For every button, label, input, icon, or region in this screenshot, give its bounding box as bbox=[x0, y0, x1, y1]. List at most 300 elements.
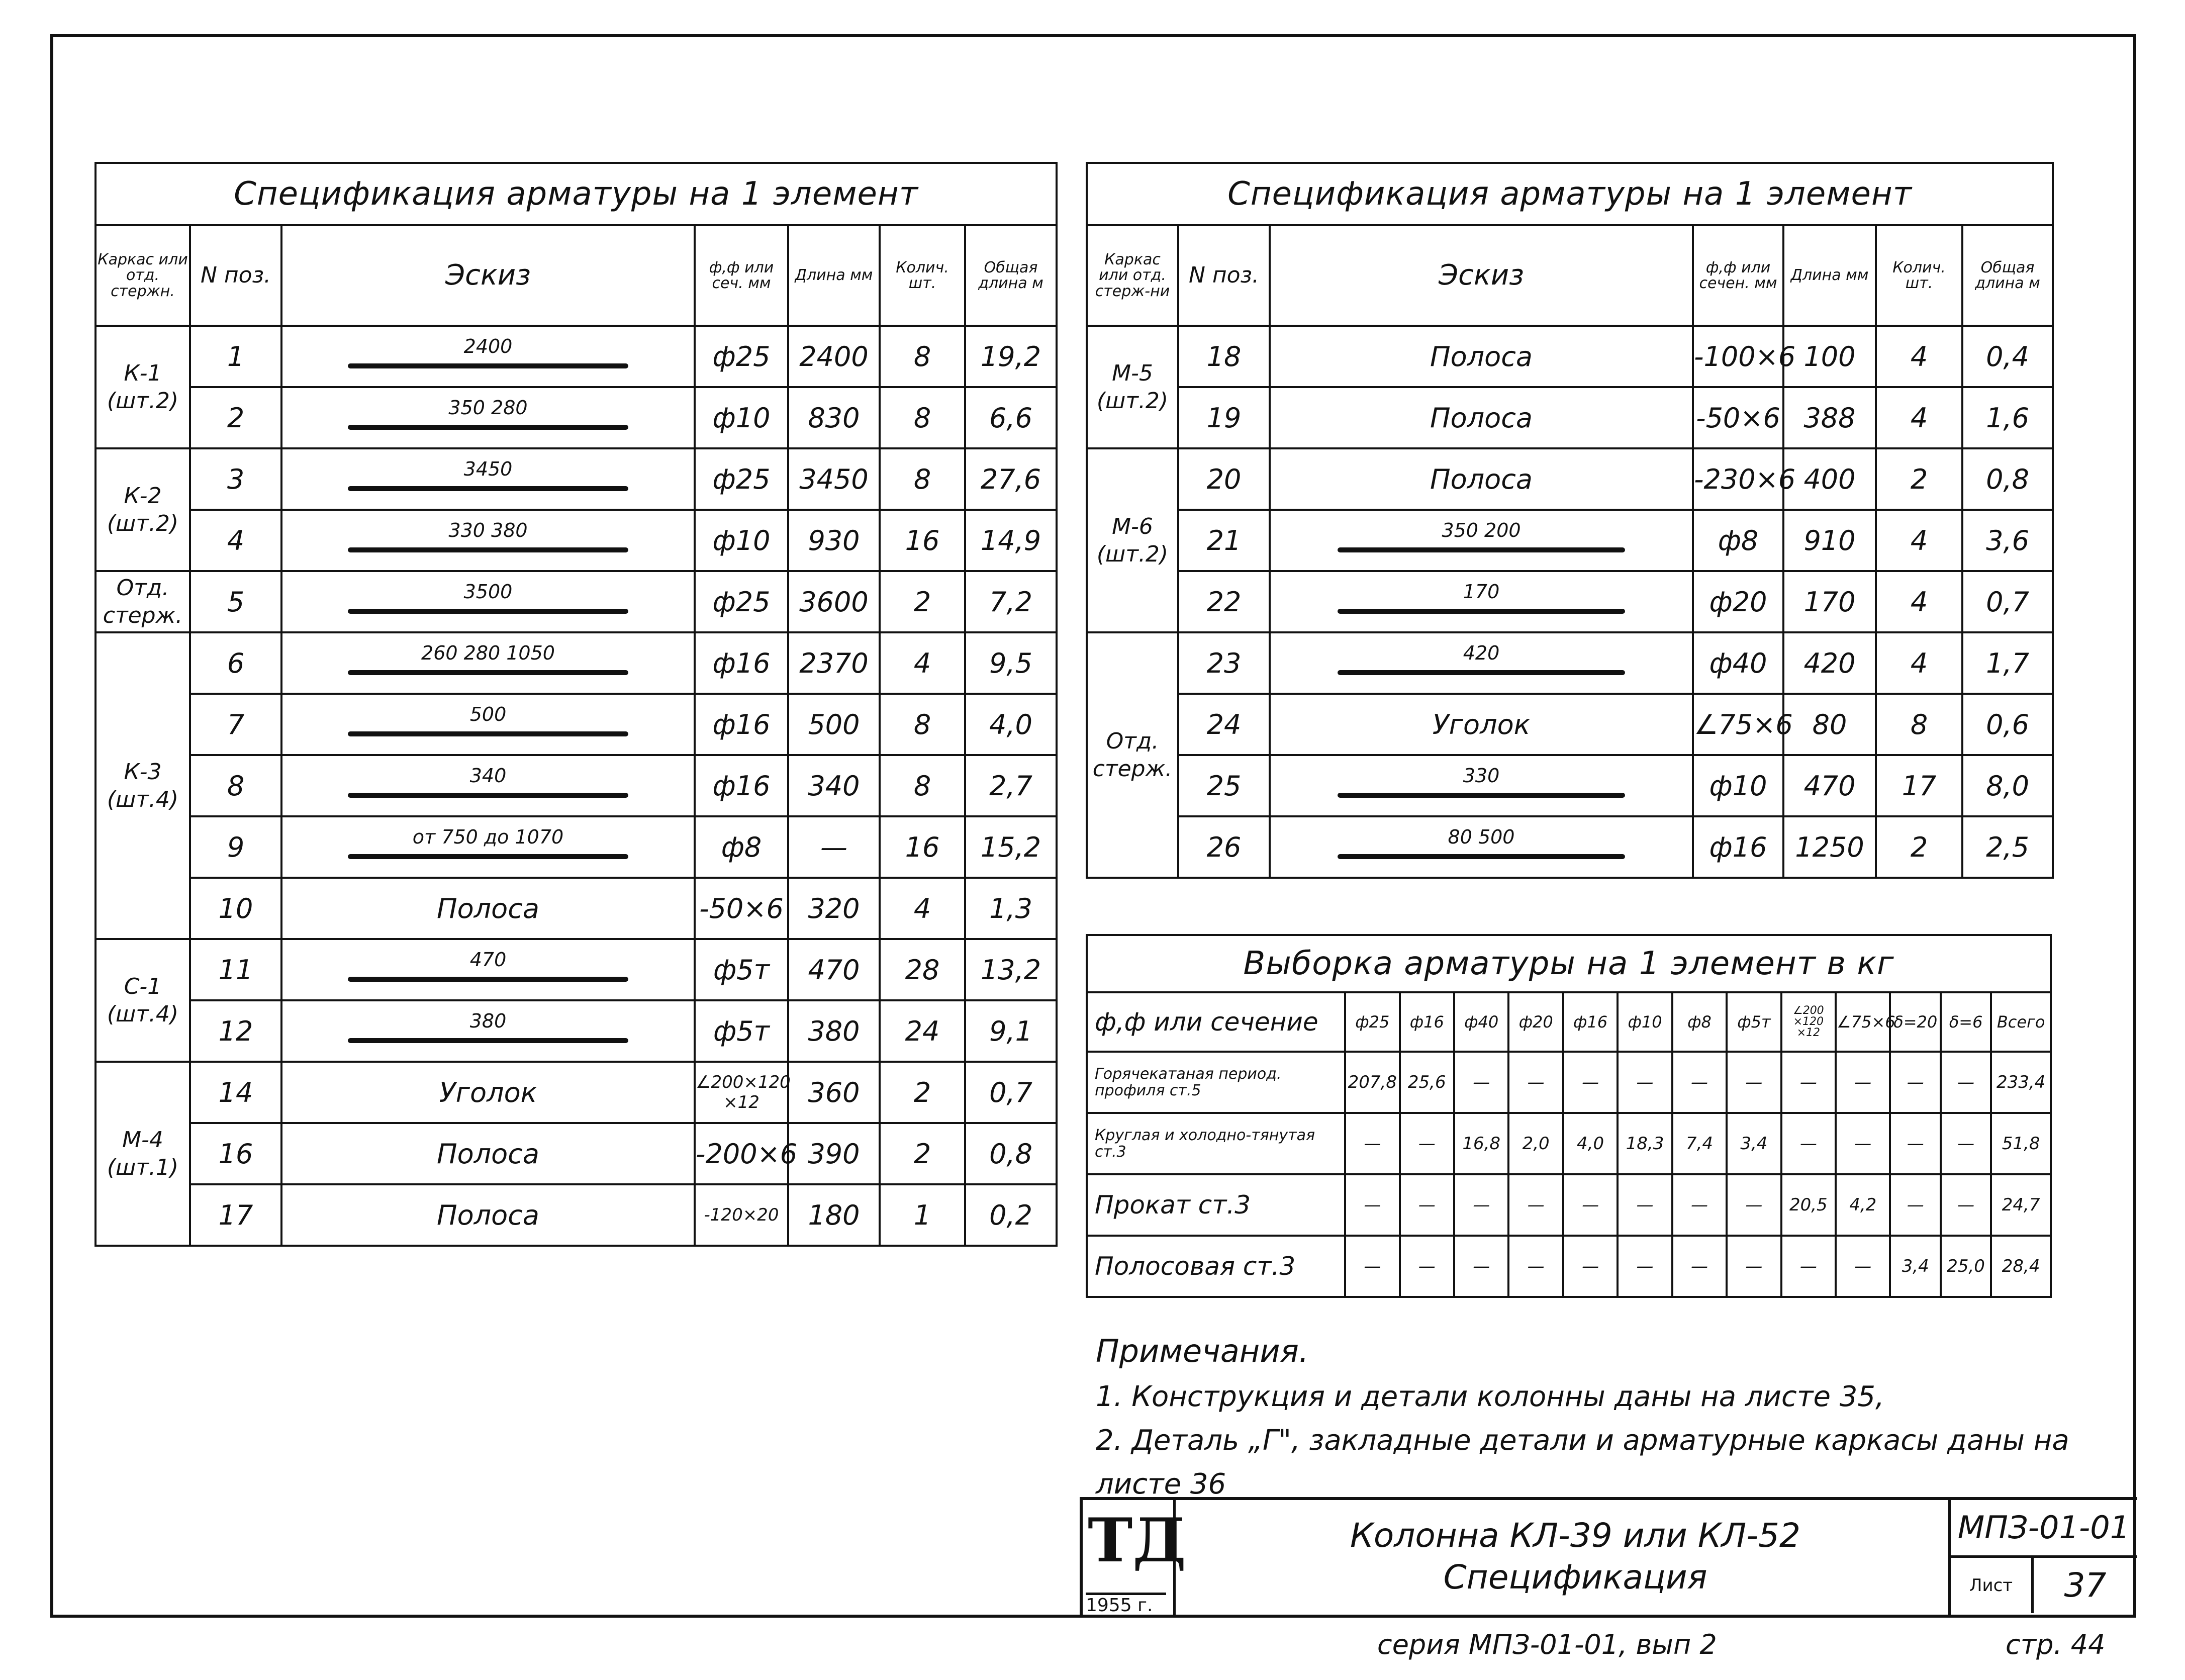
selection-cell: — bbox=[1345, 1174, 1399, 1236]
length-cell: 380 bbox=[788, 1000, 880, 1062]
sketch-cell: Полоса bbox=[1270, 387, 1693, 448]
position-cell: 18 bbox=[1178, 326, 1270, 387]
rebar-sketch bbox=[288, 581, 689, 623]
selection-cell: — bbox=[1836, 1236, 1890, 1297]
drawing-title-line2: Спецификация bbox=[1443, 1557, 1707, 1597]
publisher-logo: ТД bbox=[1088, 1505, 1186, 1576]
sketch-cell bbox=[1270, 571, 1693, 632]
sketch-cell bbox=[281, 571, 695, 632]
table-row bbox=[1087, 510, 2053, 571]
selection-cell: 24,7 bbox=[1991, 1174, 2051, 1236]
total-length-cell: 27,6 bbox=[965, 448, 1057, 510]
length-cell: 2400 bbox=[788, 326, 880, 387]
selection-cell: — bbox=[1400, 1236, 1454, 1297]
selection-cell: 2,0 bbox=[1508, 1113, 1563, 1174]
selection-column-header: δ=20 bbox=[1890, 992, 1940, 1052]
selection-cell: — bbox=[1890, 1052, 1940, 1113]
total-length-cell: 0,7 bbox=[1962, 571, 2053, 632]
position-cell: 2 bbox=[190, 387, 281, 448]
quantity-cell: 8 bbox=[880, 387, 965, 448]
selection-column-header: ф20 bbox=[1508, 992, 1563, 1052]
rebar-line bbox=[1338, 793, 1626, 798]
selection-cell: — bbox=[1400, 1113, 1454, 1174]
length-cell: 320 bbox=[788, 878, 880, 939]
quantity-cell: 8 bbox=[880, 448, 965, 510]
sketch-cell bbox=[281, 387, 695, 448]
rebar-dimension: от 750 до 1070 bbox=[412, 826, 564, 848]
selection-cell: 4,0 bbox=[1563, 1113, 1618, 1174]
drawing-title bbox=[1183, 1515, 1967, 1598]
table-row bbox=[1087, 448, 2053, 510]
series-footer: серия МПЗ-01-01, вып 2 bbox=[1377, 1629, 1717, 1660]
selection-table bbox=[1086, 934, 2052, 1298]
rebar-line bbox=[348, 854, 629, 859]
rebar-dimension: 380 bbox=[469, 1010, 507, 1032]
group-label: М-4 (шт.1) bbox=[96, 1062, 190, 1246]
quantity-cell: 4 bbox=[1876, 510, 1962, 571]
quantity-cell: 2 bbox=[1876, 816, 1962, 878]
total-length-cell: 0,8 bbox=[1962, 448, 2053, 510]
sketch-cell bbox=[1270, 632, 1693, 694]
quantity-cell: 2 bbox=[1876, 448, 1962, 510]
position-cell: 7 bbox=[190, 694, 281, 755]
rebar-sketch bbox=[288, 519, 689, 562]
group-label: С-1 (шт.4) bbox=[96, 939, 190, 1062]
header-cell: ф,ф или сечен. мм bbox=[1693, 225, 1783, 326]
selection-cell: 20,5 bbox=[1781, 1174, 1836, 1236]
length-cell: 170 bbox=[1783, 571, 1876, 632]
selection-column-header: ф8 bbox=[1672, 992, 1727, 1052]
length-cell: 910 bbox=[1783, 510, 1876, 571]
length-cell: 180 bbox=[788, 1184, 880, 1246]
selection-cell: — bbox=[1454, 1236, 1508, 1297]
selection-cell: — bbox=[1345, 1236, 1399, 1297]
publisher-year: 1955 г. bbox=[1086, 1593, 1166, 1616]
position-cell: 1 bbox=[190, 326, 281, 387]
sketch-cell bbox=[281, 694, 695, 755]
table-row bbox=[1087, 326, 2053, 387]
table-row bbox=[1087, 755, 2053, 816]
position-cell: 24 bbox=[1178, 694, 1270, 755]
section-cell: -120×20 bbox=[695, 1184, 788, 1246]
position-cell: 9 bbox=[190, 816, 281, 878]
group-label: Отд. стерж. bbox=[96, 571, 190, 632]
section-cell: ф8 bbox=[1693, 510, 1783, 571]
length-cell: 400 bbox=[1783, 448, 1876, 510]
group-label: М-5 (шт.2) bbox=[1087, 326, 1178, 448]
selection-cell: — bbox=[1618, 1236, 1672, 1297]
selection-cell: — bbox=[1941, 1174, 1991, 1236]
sketch-cell: Полоса bbox=[1270, 326, 1693, 387]
table-row bbox=[96, 1000, 1057, 1062]
total-length-cell: 7,2 bbox=[965, 571, 1057, 632]
total-length-cell: 0,7 bbox=[965, 1062, 1057, 1123]
selection-cell: 207,8 bbox=[1345, 1052, 1399, 1113]
rebar-dimension: 420 bbox=[1463, 642, 1500, 664]
selection-column-header: ∠200 ×120 ×12 bbox=[1781, 992, 1836, 1052]
selection-column-header: ф10 bbox=[1618, 992, 1672, 1052]
selection-head-label: ф,ф или сечение bbox=[1087, 992, 1345, 1052]
title-block bbox=[1080, 1497, 2137, 1618]
selection-column-header: ф16 bbox=[1400, 992, 1454, 1052]
position-cell: 8 bbox=[190, 755, 281, 816]
table-row bbox=[96, 326, 1057, 387]
quantity-cell: 24 bbox=[880, 1000, 965, 1062]
header-cell: Каркас или отд. стержн. bbox=[96, 225, 190, 326]
section-cell: -200×6 bbox=[695, 1123, 788, 1184]
length-cell: 2370 bbox=[788, 632, 880, 694]
position-cell: 11 bbox=[190, 939, 281, 1000]
selection-cell: 233,4 bbox=[1991, 1052, 2051, 1113]
rebar-line bbox=[348, 425, 629, 430]
section-cell: ф10 bbox=[695, 510, 788, 571]
left-table-caption: Спецификация арматуры на 1 элемент bbox=[96, 163, 1057, 225]
total-length-cell: 3,6 bbox=[1962, 510, 2053, 571]
position-cell: 17 bbox=[190, 1184, 281, 1246]
length-cell: 420 bbox=[1783, 632, 1876, 694]
sheet-number: 37 bbox=[2064, 1566, 2107, 1605]
total-length-cell: 9,1 bbox=[965, 1000, 1057, 1062]
quantity-cell: 8 bbox=[880, 755, 965, 816]
rebar-line bbox=[1338, 547, 1626, 552]
rebar-line bbox=[348, 363, 629, 368]
rebar-sketch bbox=[1276, 826, 1687, 868]
selection-cell: — bbox=[1836, 1113, 1890, 1174]
selection-column-header: ∠75×6 bbox=[1836, 992, 1890, 1052]
sketch-cell bbox=[281, 326, 695, 387]
table-row bbox=[96, 510, 1057, 571]
rebar-dimension: 3450 bbox=[463, 458, 513, 480]
header-cell: N поз. bbox=[1178, 225, 1270, 326]
section-cell: ф40 bbox=[1693, 632, 1783, 694]
quantity-cell: 2 bbox=[880, 1062, 965, 1123]
code-box bbox=[1948, 1500, 2137, 1618]
section-cell: -100×6 bbox=[1693, 326, 1783, 387]
selection-column-header: ф25 bbox=[1345, 992, 1399, 1052]
sketch-cell: Полоса bbox=[281, 1184, 695, 1246]
position-cell: 16 bbox=[190, 1123, 281, 1184]
section-cell: ф16 bbox=[695, 632, 788, 694]
table-row bbox=[96, 878, 1057, 939]
page-footer: стр. 44 bbox=[2006, 1629, 2106, 1660]
header-cell: Колич. шт. bbox=[880, 225, 965, 326]
rebar-line bbox=[1338, 609, 1626, 614]
note-item: 2. Деталь „Г", закладные детали и арматурные каркасы даны на листе 36 bbox=[1096, 1424, 2069, 1501]
header-cell: Эскиз bbox=[1270, 225, 1693, 326]
selection-cell: — bbox=[1672, 1174, 1727, 1236]
quantity-cell: 4 bbox=[880, 632, 965, 694]
section-cell: ф10 bbox=[695, 387, 788, 448]
rebar-line bbox=[348, 977, 629, 982]
rebar-sketch bbox=[288, 458, 689, 500]
selection-column-header: ф40 bbox=[1454, 992, 1508, 1052]
selection-cell: — bbox=[1454, 1174, 1508, 1236]
section-cell: ф25 bbox=[695, 571, 788, 632]
rebar-dimension: 500 bbox=[469, 703, 507, 725]
group-label: Отд. стерж. bbox=[1087, 632, 1178, 878]
sheet-label: Лист bbox=[1951, 1558, 2034, 1613]
table-row bbox=[96, 1062, 1057, 1123]
rebar-dimension: 340 bbox=[469, 765, 507, 787]
quantity-cell: 8 bbox=[880, 326, 965, 387]
sketch-cell bbox=[281, 510, 695, 571]
section-cell: ф16 bbox=[1693, 816, 1783, 878]
length-cell: 340 bbox=[788, 755, 880, 816]
quantity-cell: 1 bbox=[880, 1184, 965, 1246]
rebar-sketch bbox=[288, 703, 689, 745]
header-cell: Общая длина м bbox=[965, 225, 1057, 326]
sketch-cell: Уголок bbox=[1270, 694, 1693, 755]
total-length-cell: 15,2 bbox=[965, 816, 1057, 878]
rebar-dimension: 330 380 bbox=[448, 519, 528, 541]
quantity-cell: 4 bbox=[1876, 632, 1962, 694]
rebar-line bbox=[348, 731, 629, 736]
quantity-cell: 8 bbox=[880, 694, 965, 755]
section-cell: ф10 bbox=[1693, 755, 1783, 816]
rebar-sketch bbox=[288, 397, 689, 439]
position-cell: 22 bbox=[1178, 571, 1270, 632]
rebar-dimension: 260 280 1050 bbox=[421, 642, 555, 664]
sketch-cell bbox=[1270, 510, 1693, 571]
selection-row bbox=[1087, 1174, 2051, 1236]
steel-type-label: Прокат ст.3 bbox=[1087, 1174, 1345, 1236]
sketch-cell: Полоса bbox=[281, 1123, 695, 1184]
position-cell: 23 bbox=[1178, 632, 1270, 694]
selection-cell: — bbox=[1672, 1236, 1727, 1297]
group-label: М-6 (шт.2) bbox=[1087, 448, 1178, 632]
rebar-dimension: 3500 bbox=[463, 581, 513, 603]
left-spec-table bbox=[94, 162, 1058, 1247]
position-cell: 10 bbox=[190, 878, 281, 939]
section-cell: ф16 bbox=[695, 694, 788, 755]
notes-title: Примечания. bbox=[1096, 1333, 1309, 1369]
total-length-cell: 0,8 bbox=[965, 1123, 1057, 1184]
header-cell: Длина мм bbox=[788, 225, 880, 326]
rebar-dimension: 350 200 bbox=[1442, 519, 1521, 541]
position-cell: 20 bbox=[1178, 448, 1270, 510]
rebar-sketch bbox=[1276, 642, 1687, 684]
length-cell: 3600 bbox=[788, 571, 880, 632]
total-length-cell: 4,0 bbox=[965, 694, 1057, 755]
rebar-dimension: 2400 bbox=[463, 335, 513, 357]
rebar-sketch bbox=[1276, 519, 1687, 562]
position-cell: 4 bbox=[190, 510, 281, 571]
selection-cell: — bbox=[1941, 1113, 1991, 1174]
selection-cell: 25,0 bbox=[1941, 1236, 1991, 1297]
selection-cell: 18,3 bbox=[1618, 1113, 1672, 1174]
sketch-cell bbox=[281, 448, 695, 510]
selection-cell: — bbox=[1727, 1174, 1781, 1236]
note-item: 1. Конструкция и детали колонны даны на листе 35, bbox=[1096, 1380, 1884, 1414]
table-row bbox=[1087, 694, 2053, 755]
table-row bbox=[1087, 816, 2053, 878]
table-row bbox=[96, 694, 1057, 755]
rebar-sketch bbox=[288, 765, 689, 807]
total-length-cell: 19,2 bbox=[965, 326, 1057, 387]
position-cell: 6 bbox=[190, 632, 281, 694]
rebar-line bbox=[348, 486, 629, 491]
total-length-cell: 1,6 bbox=[1962, 387, 2053, 448]
header-cell: Каркас или отд. стерж-ни bbox=[1087, 225, 1178, 326]
selection-cell: — bbox=[1400, 1174, 1454, 1236]
table-row bbox=[96, 755, 1057, 816]
table-row bbox=[96, 1184, 1057, 1246]
group-label: К-2 (шт.2) bbox=[96, 448, 190, 571]
total-length-cell: 6,6 bbox=[965, 387, 1057, 448]
position-cell: 3 bbox=[190, 448, 281, 510]
quantity-cell: 28 bbox=[880, 939, 965, 1000]
quantity-cell: 4 bbox=[1876, 387, 1962, 448]
length-cell: 388 bbox=[1783, 387, 1876, 448]
table-row bbox=[1087, 387, 2053, 448]
selection-column-header: Всего bbox=[1991, 992, 2051, 1052]
selection-cell: — bbox=[1727, 1236, 1781, 1297]
rebar-sketch bbox=[288, 335, 689, 378]
rebar-line bbox=[348, 609, 629, 614]
selection-column-header: ф16 bbox=[1563, 992, 1618, 1052]
selection-cell: — bbox=[1890, 1113, 1940, 1174]
length-cell: 360 bbox=[788, 1062, 880, 1123]
section-cell: ф25 bbox=[695, 448, 788, 510]
position-cell: 14 bbox=[190, 1062, 281, 1123]
length-cell: 390 bbox=[788, 1123, 880, 1184]
quantity-cell: 2 bbox=[880, 571, 965, 632]
length-cell: 470 bbox=[788, 939, 880, 1000]
sketch-cell: Уголок bbox=[281, 1062, 695, 1123]
rebar-dimension: 80 500 bbox=[1448, 826, 1515, 848]
total-length-cell: 0,2 bbox=[965, 1184, 1057, 1246]
rebar-sketch bbox=[288, 642, 689, 684]
section-cell: ф5т bbox=[695, 1000, 788, 1062]
section-cell: ф25 bbox=[695, 326, 788, 387]
table-row bbox=[96, 816, 1057, 878]
header-cell: N поз. bbox=[190, 225, 281, 326]
steel-type-label: Круглая и холодно-тянутая ст.3 bbox=[1087, 1113, 1345, 1174]
selection-cell: — bbox=[1563, 1236, 1618, 1297]
section-cell: ф8 bbox=[695, 816, 788, 878]
selection-cell: — bbox=[1508, 1052, 1563, 1113]
length-cell: 930 bbox=[788, 510, 880, 571]
steel-type-label: Горячекатаная период. профиля ст.5 bbox=[1087, 1052, 1345, 1113]
selection-cell: — bbox=[1345, 1113, 1399, 1174]
length-cell: 1250 bbox=[1783, 816, 1876, 878]
quantity-cell: 2 bbox=[880, 1123, 965, 1184]
selection-cell: — bbox=[1727, 1052, 1781, 1113]
notes-block bbox=[1096, 1327, 2101, 1506]
length-cell: 3450 bbox=[788, 448, 880, 510]
selection-cell: 7,4 bbox=[1672, 1113, 1727, 1174]
selection-cell: — bbox=[1781, 1052, 1836, 1113]
position-cell: 19 bbox=[1178, 387, 1270, 448]
selection-cell: — bbox=[1508, 1236, 1563, 1297]
section-cell: ф20 bbox=[1693, 571, 1783, 632]
table-row bbox=[96, 632, 1057, 694]
selection-cell: — bbox=[1618, 1174, 1672, 1236]
table-row bbox=[96, 448, 1057, 510]
rebar-line bbox=[1338, 854, 1626, 859]
selection-cell: — bbox=[1508, 1174, 1563, 1236]
selection-cell: — bbox=[1941, 1052, 1991, 1113]
header-cell: Общая длина м bbox=[1962, 225, 2053, 326]
total-length-cell: 1,7 bbox=[1962, 632, 2053, 694]
selection-cell: — bbox=[1890, 1174, 1940, 1236]
sketch-cell bbox=[1270, 755, 1693, 816]
position-cell: 26 bbox=[1178, 816, 1270, 878]
rebar-line bbox=[348, 793, 629, 798]
selection-cell: 25,6 bbox=[1400, 1052, 1454, 1113]
selection-cell: — bbox=[1454, 1052, 1508, 1113]
total-length-cell: 14,9 bbox=[965, 510, 1057, 571]
total-length-cell: 8,0 bbox=[1962, 755, 2053, 816]
rebar-sketch bbox=[1276, 581, 1687, 623]
section-cell: -50×6 bbox=[695, 878, 788, 939]
section-cell: ф16 bbox=[695, 755, 788, 816]
length-cell: — bbox=[788, 816, 880, 878]
rebar-sketch bbox=[288, 826, 689, 868]
table-row bbox=[96, 939, 1057, 1000]
steel-type-label: Полосовая ст.3 bbox=[1087, 1236, 1345, 1297]
section-cell: ∠75×6 bbox=[1693, 694, 1783, 755]
header-cell: Длина мм bbox=[1783, 225, 1876, 326]
selection-cell: — bbox=[1781, 1113, 1836, 1174]
quantity-cell: 16 bbox=[880, 816, 965, 878]
selection-cell: 28,4 bbox=[1991, 1236, 2051, 1297]
position-cell: 12 bbox=[190, 1000, 281, 1062]
quantity-cell: 4 bbox=[880, 878, 965, 939]
length-cell: 500 bbox=[788, 694, 880, 755]
total-length-cell: 2,5 bbox=[1962, 816, 2053, 878]
header-cell: ф,ф или сеч. мм bbox=[695, 225, 788, 326]
selection-cell: 4,2 bbox=[1836, 1174, 1890, 1236]
drawing-code: МПЗ-01-01 bbox=[1951, 1500, 2137, 1558]
selection-row bbox=[1087, 1113, 2051, 1174]
position-cell: 25 bbox=[1178, 755, 1270, 816]
table-row bbox=[1087, 571, 2053, 632]
rebar-sketch bbox=[1276, 765, 1687, 807]
right-spec-table bbox=[1086, 162, 2054, 879]
rebar-dimension: 350 280 bbox=[448, 397, 528, 419]
selection-cell: — bbox=[1618, 1052, 1672, 1113]
position-cell: 5 bbox=[190, 571, 281, 632]
section-cell: ∠200×120 ×12 bbox=[695, 1062, 788, 1123]
quantity-cell: 8 bbox=[1876, 694, 1962, 755]
position-cell: 21 bbox=[1178, 510, 1270, 571]
quantity-cell: 16 bbox=[880, 510, 965, 571]
selection-row bbox=[1087, 1052, 2051, 1113]
sketch-cell: Полоса bbox=[1270, 448, 1693, 510]
total-length-cell: 2,7 bbox=[965, 755, 1057, 816]
group-label: К-3 (шт.4) bbox=[96, 632, 190, 939]
selection-cell: 3,4 bbox=[1727, 1113, 1781, 1174]
selection-column-header: δ=6 bbox=[1941, 992, 1991, 1052]
header-cell: Эскиз bbox=[281, 225, 695, 326]
rebar-line bbox=[348, 1038, 629, 1043]
selection-column-header: ф5т bbox=[1727, 992, 1781, 1052]
sketch-cell bbox=[281, 1000, 695, 1062]
header-cell: Колич. шт. bbox=[1876, 225, 1962, 326]
selection-cell: — bbox=[1781, 1236, 1836, 1297]
rebar-line bbox=[348, 670, 629, 675]
rebar-line bbox=[348, 547, 629, 552]
selection-cell: — bbox=[1563, 1174, 1618, 1236]
length-cell: 100 bbox=[1783, 326, 1876, 387]
section-cell: -230×6 bbox=[1693, 448, 1783, 510]
sketch-cell bbox=[281, 939, 695, 1000]
sketch-cell bbox=[281, 755, 695, 816]
selection-cell: — bbox=[1836, 1052, 1890, 1113]
section-cell: -50×6 bbox=[1693, 387, 1783, 448]
quantity-cell: 4 bbox=[1876, 571, 1962, 632]
